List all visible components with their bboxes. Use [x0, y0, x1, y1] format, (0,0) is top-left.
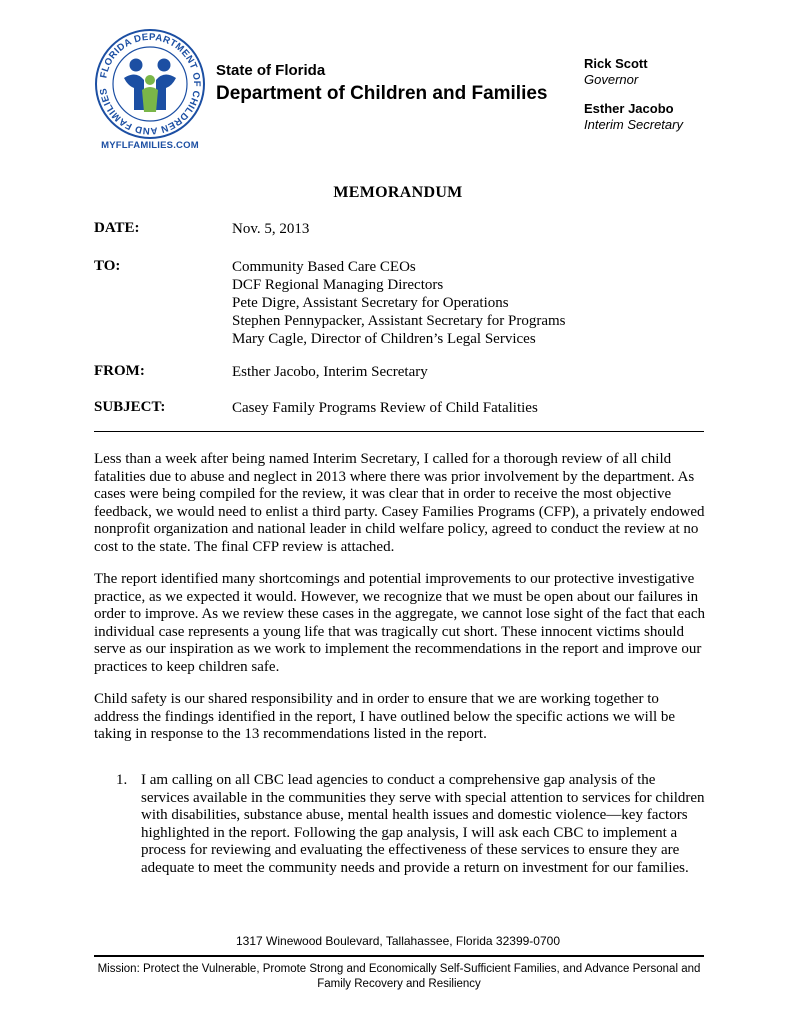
- from-label: FROM:: [94, 363, 145, 379]
- from-value: Esther Jacobo, Interim Secretary: [232, 364, 428, 380]
- governor-block: [584, 56, 648, 88]
- recipient: Mary Cagle, Director of Children’s Legal Services: [232, 331, 536, 347]
- subject-label: SUBJECT:: [94, 399, 166, 415]
- governor-name: Rick Scott: [584, 56, 648, 71]
- subject-value: Casey Family Programs Review of Child Fatalities: [232, 400, 538, 416]
- secretary-title: Interim Secretary: [584, 117, 683, 132]
- footer-address: 1317 Winewood Boulevard, Tallahassee, Florida 32399-0700: [236, 934, 560, 948]
- department-name: Department of Children and Families: [216, 83, 548, 104]
- recipient: Pete Digre, Assistant Secretary for Operations: [232, 295, 509, 311]
- to-recipients: [232, 258, 566, 348]
- memo-title: MEMORANDUM: [333, 184, 463, 201]
- action-item-text: I am calling on all CBC lead agencies to conduct a comprehensive gap analysis of the services available in the communities they serve with special attention to services for children with disabilities, substance abuse, mental health issues and domestic violence—key factors highlighted in the report. Following the gap analysis, I will ask each CBC to implement a process for reviewing and evaluating the effectiveness of these services to ensure they are adequate to meet the community needs and provide a return on investment for our families.: [141, 772, 705, 876]
- mission-statement: Mission: Protect the Vulnerable, Promote Strong and Economically Self-Sufficient Families, and Advance Personal and Family Recovery and Resiliency: [97, 963, 701, 990]
- body-paragraph: Child safety is our shared responsibility and in order to ensure that we are working together to address the findings identified in the report, I have outlined below the specific actions we will be taking in response to the 13 recommendations listed in the report.: [94, 691, 676, 742]
- date-label: DATE:: [94, 220, 140, 236]
- action-item-1: [94, 772, 706, 877]
- footer-divider: [94, 955, 704, 957]
- department-seal: [94, 28, 206, 152]
- agency-heading: [216, 62, 548, 105]
- recipient: Stephen Pennypacker, Assistant Secretary for Programs: [232, 313, 566, 329]
- secretary-name: Esther Jacobo: [584, 101, 674, 116]
- recipient: Community Based Care CEOs: [232, 259, 416, 275]
- body-paragraph: Less than a week after being named Interim Secretary, I called for a thorough review of all child fatalities due to abuse and neglect in 2013 where there was prior involvement by the department. As cases were being compiled for the review, it was clear that in order to receive the most objective feedback, we would need to enlist a third party. Casey Families Programs (CFP), a privately endowed nonprofit organization and national leader in child welfare policy, agreed to conduct the review at no cost to the state. The final CFP review is attached.: [94, 451, 705, 555]
- to-label: TO:: [94, 258, 121, 274]
- secretary-block: [584, 101, 683, 133]
- seal-ring-text: FLORIDA DEPARTMENT OF CHILDREN AND FAMILIES: [98, 31, 203, 137]
- governor-title: Governor: [584, 72, 639, 87]
- state-name: State of Florida: [216, 62, 326, 79]
- recipient: DCF Regional Managing Directors: [232, 277, 444, 293]
- header-divider: [94, 431, 704, 432]
- seal-url: MYFLFAMILIES.COM: [101, 140, 199, 151]
- body-paragraph: The report identified many shortcomings and potential improvements to our protective investigative practice, as we expected it would. However, we recognize that we must be open about our failures in order to improve. As we review these cases in the aggregate, we cannot lose sight of the fact that each individual case represents a young life that was tragically cut short. These innocent victims should serve as our inspiration as we work to implement the recommendations in the report and improve our practices to keep children safe.: [94, 571, 706, 675]
- seal-emblem: [94, 28, 206, 140]
- date-value: Nov. 5, 2013: [232, 221, 310, 237]
- action-item-number: 1.: [116, 772, 128, 788]
- memo-body: [94, 451, 706, 759]
